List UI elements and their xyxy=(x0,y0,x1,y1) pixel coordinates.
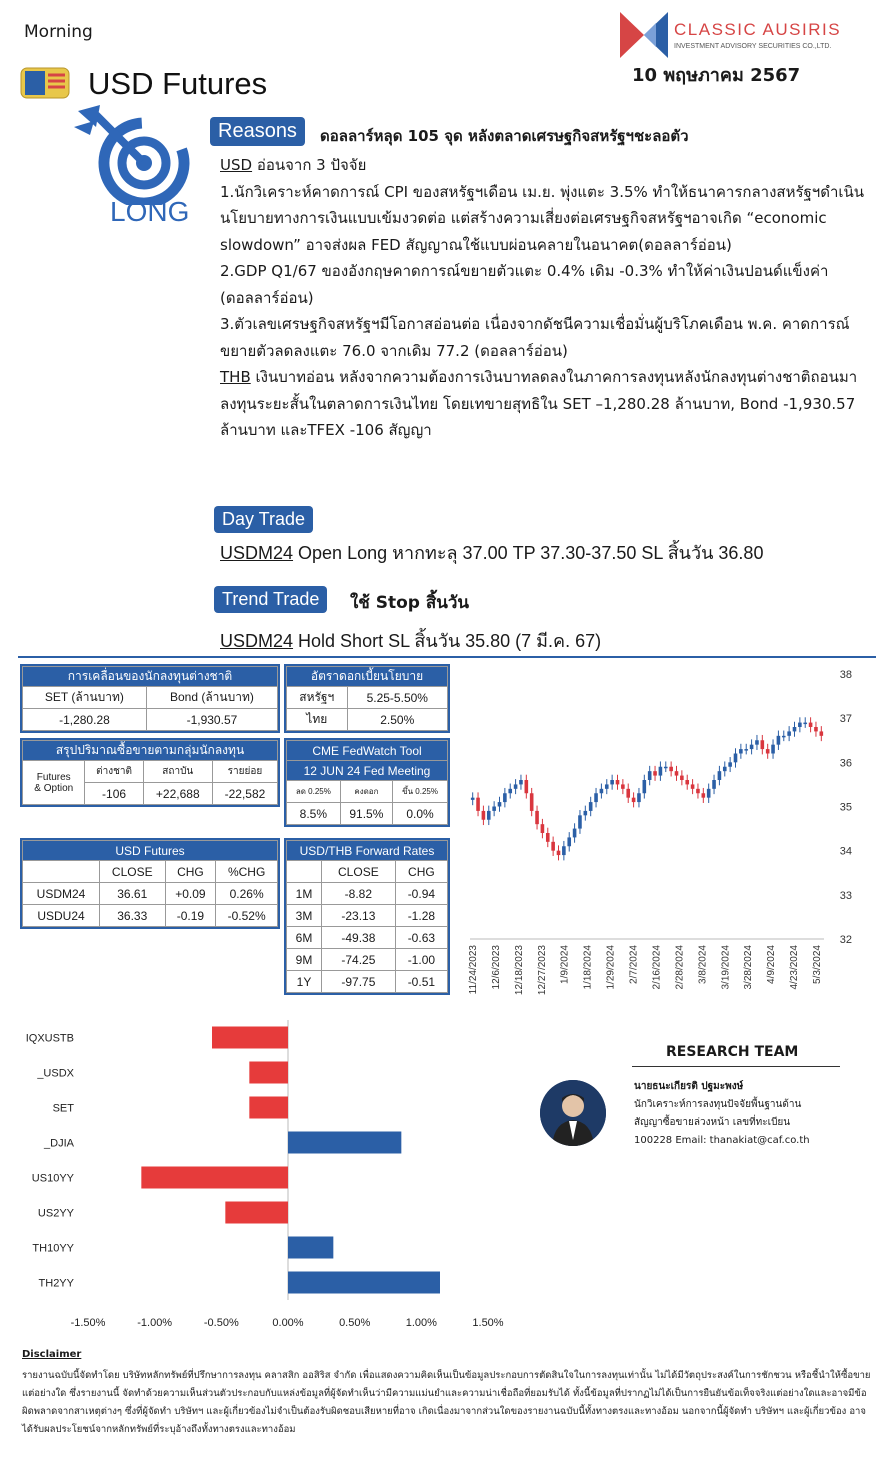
candle-body xyxy=(578,815,582,828)
candle-body xyxy=(798,723,802,727)
candle-body xyxy=(718,771,722,780)
candle-body xyxy=(771,745,775,754)
forward-rates-title: USD/THB Forward Rates xyxy=(287,841,448,861)
logo-mark-icon xyxy=(618,10,670,60)
section-divider xyxy=(18,656,876,658)
thb-key: THB xyxy=(220,368,251,386)
candle-body xyxy=(766,749,770,753)
bar-category-label: US2YY xyxy=(37,1207,74,1220)
analyst-role-2: สัญญาซื้อขายล่วงหน้า เลขที่ทะเบียน xyxy=(634,1117,791,1128)
fedwatch-subtitle: 12 JUN 24 Fed Meeting xyxy=(287,761,448,781)
candle-body xyxy=(739,749,743,753)
y-tick-label: 32 xyxy=(839,934,852,946)
candle-body xyxy=(471,798,475,800)
candle-body xyxy=(557,851,561,855)
candle-body xyxy=(702,793,706,797)
bar-value xyxy=(249,1097,288,1119)
bar-value xyxy=(288,1132,401,1154)
candle-body xyxy=(632,798,636,802)
bar-value xyxy=(288,1237,333,1259)
day-trade-line: USDM24 Open Long หากทะลุ 37.00 TP 37.30-37.50 SL สิ้นวัน 36.80 xyxy=(220,543,764,563)
candle-body xyxy=(820,731,824,735)
table-row: USDU24 36.33 -0.19 -0.52% xyxy=(23,905,278,927)
analyst-name: นายธนะเกียรติ ปฐมะพงษ์ xyxy=(634,1081,744,1092)
disclaimer-title: Disclaimer xyxy=(22,1349,82,1360)
y-tick-label: 34 xyxy=(839,845,852,858)
x-tick-label: 2/7/2024 xyxy=(628,945,640,984)
candle-body xyxy=(750,745,754,749)
candle-body xyxy=(551,842,555,851)
candle-body xyxy=(707,789,711,798)
candle-body xyxy=(541,824,545,833)
fedwatch-title: CME FedWatch Tool xyxy=(287,741,448,761)
candle-body xyxy=(610,780,614,784)
research-divider xyxy=(632,1066,840,1067)
candle-body xyxy=(648,771,652,780)
reason-point-1: 1.นักวิเคราะห์คาดการณ์ CPI ของสหรัฐฯเดือน เม.ย. พุ่งแตะ 3.5% ทำให้ธนาคารกลางสหรัฐฯดำเนินนโยบายทางการเงินแบบเข้มงวดต่อ แต่สร้างความเสี่ยงต่อเศรษฐกิจสหรัฐฯอาจเกิด “economic slowdown” อาจส่งผล FED สัญญาณใช้แบบผ่อนคลายในอนาคต(ดอลลาร์อ่อน) xyxy=(220,182,865,254)
y-tick-label: 33 xyxy=(839,889,852,902)
x-tick-label: 1/18/2024 xyxy=(582,945,594,990)
reasons-tag: Reasons xyxy=(210,117,305,146)
candle-body xyxy=(519,780,523,784)
candle-body xyxy=(685,780,689,784)
usd-intro: USD อ่อนจาก 3 ปัจจัย xyxy=(220,156,367,174)
research-team-title: RESEARCH TEAM xyxy=(666,1044,799,1060)
bar-category-label: TH2YY xyxy=(38,1277,74,1290)
y-tick-label: 37 xyxy=(839,713,852,726)
candle-body xyxy=(809,723,813,727)
candle-body xyxy=(600,789,604,793)
analyst-photo-icon xyxy=(540,1080,606,1146)
trend-trade-symbol: USDM24 xyxy=(220,631,294,651)
usdthb-candlestick-chart xyxy=(458,664,876,1004)
reasons-body xyxy=(220,152,880,444)
analyst-avatar xyxy=(540,1080,606,1146)
trend-trade-tag: Trend Trade xyxy=(214,586,327,613)
candle-body xyxy=(589,802,593,811)
bar-category-label: _USDX xyxy=(37,1067,74,1080)
day-trade-symbol: USDM24 xyxy=(220,543,294,563)
reason-point-3: 3.ตัวเลขเศรษฐกิจสหรัฐฯมีโอกาสอ่อนต่อ เนื่องจากดัชนีความเชื่อมั่นผู้บริโภคเดือน พ.ค. คาดการณ์ขยายตัวลดลงแตะ 76.0 จากเดิม 77.2 (ดอลลาร์อ่อน) xyxy=(220,315,850,360)
policy-rate-title: อัตราดอกเบี้ยนโยบาย xyxy=(287,667,448,687)
bar-value xyxy=(249,1062,288,1084)
candle-body xyxy=(691,784,695,788)
bar-category-label: IQXUSTB xyxy=(25,1032,74,1045)
candle-body xyxy=(487,811,491,820)
candle-body xyxy=(530,793,534,811)
y-tick-label: 38 xyxy=(839,669,852,681)
y-tick-label: 36 xyxy=(839,757,852,770)
candle-body xyxy=(659,767,663,776)
x-tick-label: 12/18/2023 xyxy=(513,945,525,996)
candle-body xyxy=(573,829,577,838)
candle-body xyxy=(782,736,786,738)
candle-body xyxy=(664,767,668,769)
candle-body xyxy=(562,846,566,855)
candle-body xyxy=(814,727,818,731)
candle-body xyxy=(567,837,571,846)
usd-futures-badge-icon xyxy=(20,66,70,100)
candle-body xyxy=(584,811,588,815)
candle-body xyxy=(669,767,673,771)
session-label: Morning xyxy=(24,22,93,42)
table-row: 9M -74.25 -1.00 xyxy=(287,949,448,971)
candle-body xyxy=(744,749,748,751)
candle-body xyxy=(594,793,598,802)
analyst-contact: 100228 Email: thanakiat@caf.co.th xyxy=(634,1135,810,1146)
candle-body xyxy=(525,780,529,793)
report-date: 10 พฤษภาคม 2567 xyxy=(632,65,801,86)
usd-futures-title: USD Futures xyxy=(23,841,278,861)
day-trade-tag: Day Trade xyxy=(214,506,313,533)
candle-body xyxy=(761,740,765,749)
candle-body xyxy=(787,731,791,735)
x-tick-label: 4/23/2024 xyxy=(789,945,801,990)
investor-summary-table: สรุปปริมาณซื้อขายตามกลุ่มนักลงทุน Futures & Option ต่างชาติ สถาบัน รายย่อย -106 +22,688 -22,582 xyxy=(20,738,280,807)
candle-body xyxy=(508,789,512,793)
x-tick-label: 1.50% xyxy=(472,1317,504,1329)
x-tick-label: 5/3/2024 xyxy=(812,945,823,984)
candle-body xyxy=(712,780,716,789)
reason-point-2: 2.GDP Q1/67 ของอังกฤษคาดการณ์ขยายตัวแตะ 0.4% เดิม -0.3% ทำให้ค่าเงินปอนด์แข็งค่า (ดอลลาร์อ่อน) xyxy=(220,262,829,307)
candle-body xyxy=(637,793,641,802)
candle-body xyxy=(535,811,539,824)
trend-trade-line: USDM24 Hold Short SL สิ้นวัน 35.80 (7 มี.ค. 67) xyxy=(220,631,602,651)
candle-body xyxy=(643,780,647,793)
foreign-flow-title: การเคลื่อนของนักลงทุนต่างชาติ xyxy=(23,667,278,687)
candle-body xyxy=(734,754,738,763)
analyst-info xyxy=(634,1078,810,1150)
x-tick-label: 2/16/2024 xyxy=(651,945,663,990)
candle-body xyxy=(492,807,496,811)
x-tick-label: -0.50% xyxy=(203,1317,239,1329)
x-tick-label: 1.00% xyxy=(405,1317,437,1329)
table-row: 3M -23.13 -1.28 xyxy=(287,905,448,927)
target-icon xyxy=(70,105,190,205)
x-tick-label: 11/24/2023 xyxy=(468,945,479,995)
bar-category-label: TH10YY xyxy=(32,1242,74,1255)
table-row: 1Y -97.75 -0.51 xyxy=(287,971,448,993)
candle-body xyxy=(621,784,625,788)
disclaimer-text: รายงานฉบับนี้จัดทำโดย บริษัทหลักทรัพย์ที่ปรึกษาการลงทุน คลาสสิก ออสิริส จำกัด เพื่อแสดงความคิดเห็นเป็นข้อมูลประกอบการตัดสินใจในการลงทุนเท่านั้น ไม่ได้มีวัตถุประสงค์ในการชักชวน หรือชี้นำให้ซื้อขายแต่อย่างใด ซึ่งรายงานนี้ จัดทำด้วยความเห็นส่วนตัวประกอบกับแหล่งข้อมูลที่ผู้จัดทำเห็นว่ามีความแม่นยำและความน่าเชื่อถือที่ยอมรับได้ ทั้งนี้ข้อมูลที่ปรากฏไม่ได้เป็นการยืนยันข้อเท็จจริงแต่อย่างใดและอาจมีข้อผิดพลาดจากสาเหตุต่างๆ ซึ่งที่ผู้จัดทำ บริษัทฯ และผู้เกี่ยวข้องไม่จำเป็นต้องรับผิดชอบเสียหายที่อาจ เกิดเนื่องมาจากส่วนใดของรายงานฉบับนี้ทั้งทางตรงและทางอ้อม นอกจากนี้ผู้จัดทำ บริษัทฯ และผู้เกี่ยวข้อง อาจได้รับผลประโยชน์จากหลักทรัพย์ที่ระบุอ้างถึงทั้งทางตรงและทางอ้อม xyxy=(22,1370,871,1435)
reasons-headline: ดอลลาร์หลุด 105 จุด หลังตลาดเศรษฐกิจสหรัฐฯชะลอตัว xyxy=(320,127,689,145)
candle-body xyxy=(605,784,609,788)
x-tick-label: 12/27/2023 xyxy=(536,945,548,996)
x-tick-label: 3/19/2024 xyxy=(720,945,732,990)
candle-body xyxy=(723,767,727,771)
candle-body xyxy=(777,736,781,745)
x-tick-label: -1.00% xyxy=(137,1317,173,1329)
candle-body xyxy=(503,793,507,802)
bar-value xyxy=(141,1167,288,1189)
candle-body xyxy=(793,727,797,731)
forward-rates-table: USD/THB Forward Rates CLOSE CHG 1M -8.82 -0.94 3M -23.13 -1.28 6M -49.38 -0.63 9M -74.25 -1.00 1Y -97.75 -0.51 xyxy=(284,838,450,995)
candle-body xyxy=(498,802,502,806)
candle-body xyxy=(476,798,480,811)
candle-body xyxy=(680,776,684,780)
x-tick-label: 3/28/2024 xyxy=(743,945,755,990)
bar-value xyxy=(288,1272,440,1294)
candle-body xyxy=(675,771,679,775)
company-name: CLASSIC AUSIRIS xyxy=(674,20,842,39)
candle-body xyxy=(696,789,700,793)
x-tick-label: 0.50% xyxy=(339,1317,371,1329)
investor-summary-title: สรุปปริมาณซื้อขายตามกลุ่มนักลงทุน xyxy=(23,741,278,761)
futures-option-label: Futures & Option xyxy=(23,761,85,805)
x-tick-label: 1/9/2024 xyxy=(559,945,571,984)
x-tick-label: 0.00% xyxy=(272,1317,304,1329)
market-change-bar-chart xyxy=(20,1020,520,1334)
product-title: USD Futures xyxy=(88,66,268,101)
candle-body xyxy=(514,784,518,788)
policy-rate-table: อัตราดอกเบี้ยนโยบาย สหรัฐฯ 5.25-5.50% ไทย 2.50% xyxy=(284,664,450,733)
candle-body xyxy=(546,833,550,842)
bar-value xyxy=(225,1202,288,1224)
candle-body xyxy=(482,811,486,820)
foreign-flow-table: การเคลื่อนของนักลงทุนต่างชาติ SET (ล้านบาท) Bond (ล้านบาท) -1,280.28 -1,930.57 xyxy=(20,664,280,733)
company-subtitle: INVESTMENT ADVISORY SECURITIES CO.,LTD. xyxy=(674,43,832,50)
x-tick-label: 12/6/2023 xyxy=(490,945,502,990)
fedwatch-table: CME FedWatch Tool 12 JUN 24 Fed Meeting ลด 0.25% คงดอก ขึ้น 0.25% 8.5% 91.5% 0.0% xyxy=(284,738,450,827)
trend-trade-note: ใช้ Stop สิ้นวัน xyxy=(350,593,470,613)
x-tick-label: 3/8/2024 xyxy=(697,945,709,984)
table-row: USDM24 36.61 +0.09 0.26% xyxy=(23,883,278,905)
y-tick-label: 35 xyxy=(839,801,852,814)
thb-paragraph: THB เงินบาทอ่อน หลังจากความต้องการเงินบาทลดลงในภาคการลงทุนหลังนักลงทุนต่างชาติถอนมาลงทุนระยะสั้นในตลาดการเงินไทย โดยเทขายสุทธิใน SET –1,280.28 ล้านบาท, Bond -1,930.57 ล้านบาท และTFEX -106 สัญญา xyxy=(220,368,858,439)
candle-body xyxy=(626,789,630,798)
bar-value xyxy=(212,1027,288,1049)
candle-body xyxy=(803,723,807,725)
x-tick-label: -1.50% xyxy=(70,1317,106,1329)
candle-body xyxy=(616,780,620,784)
x-tick-label: 2/28/2024 xyxy=(674,945,686,990)
usd-futures-table: USD Futures CLOSE CHG %CHG USDM24 36.61 +0.09 0.26% USDU24 36.33 -0.19 -0.52% xyxy=(20,838,280,929)
company-logo xyxy=(618,10,868,60)
table-row: 6M -49.38 -0.63 xyxy=(287,927,448,949)
position-label: LONG xyxy=(110,196,190,227)
bar-category-label: SET xyxy=(52,1102,74,1115)
bar-category-label: _DJIA xyxy=(44,1137,74,1150)
usd-key: USD xyxy=(220,156,253,174)
candle-body xyxy=(653,771,657,775)
candle-body xyxy=(728,762,732,766)
bar-category-label: US10YY xyxy=(31,1172,74,1185)
table-row: 1M -8.82 -0.94 xyxy=(287,883,448,905)
x-tick-label: 1/29/2024 xyxy=(605,945,617,990)
x-tick-label: 4/9/2024 xyxy=(766,945,778,984)
analyst-role: นักวิเคราะห์การลงทุนปัจจัยพื้นฐานด้าน xyxy=(634,1099,802,1110)
candle-body xyxy=(755,740,759,744)
